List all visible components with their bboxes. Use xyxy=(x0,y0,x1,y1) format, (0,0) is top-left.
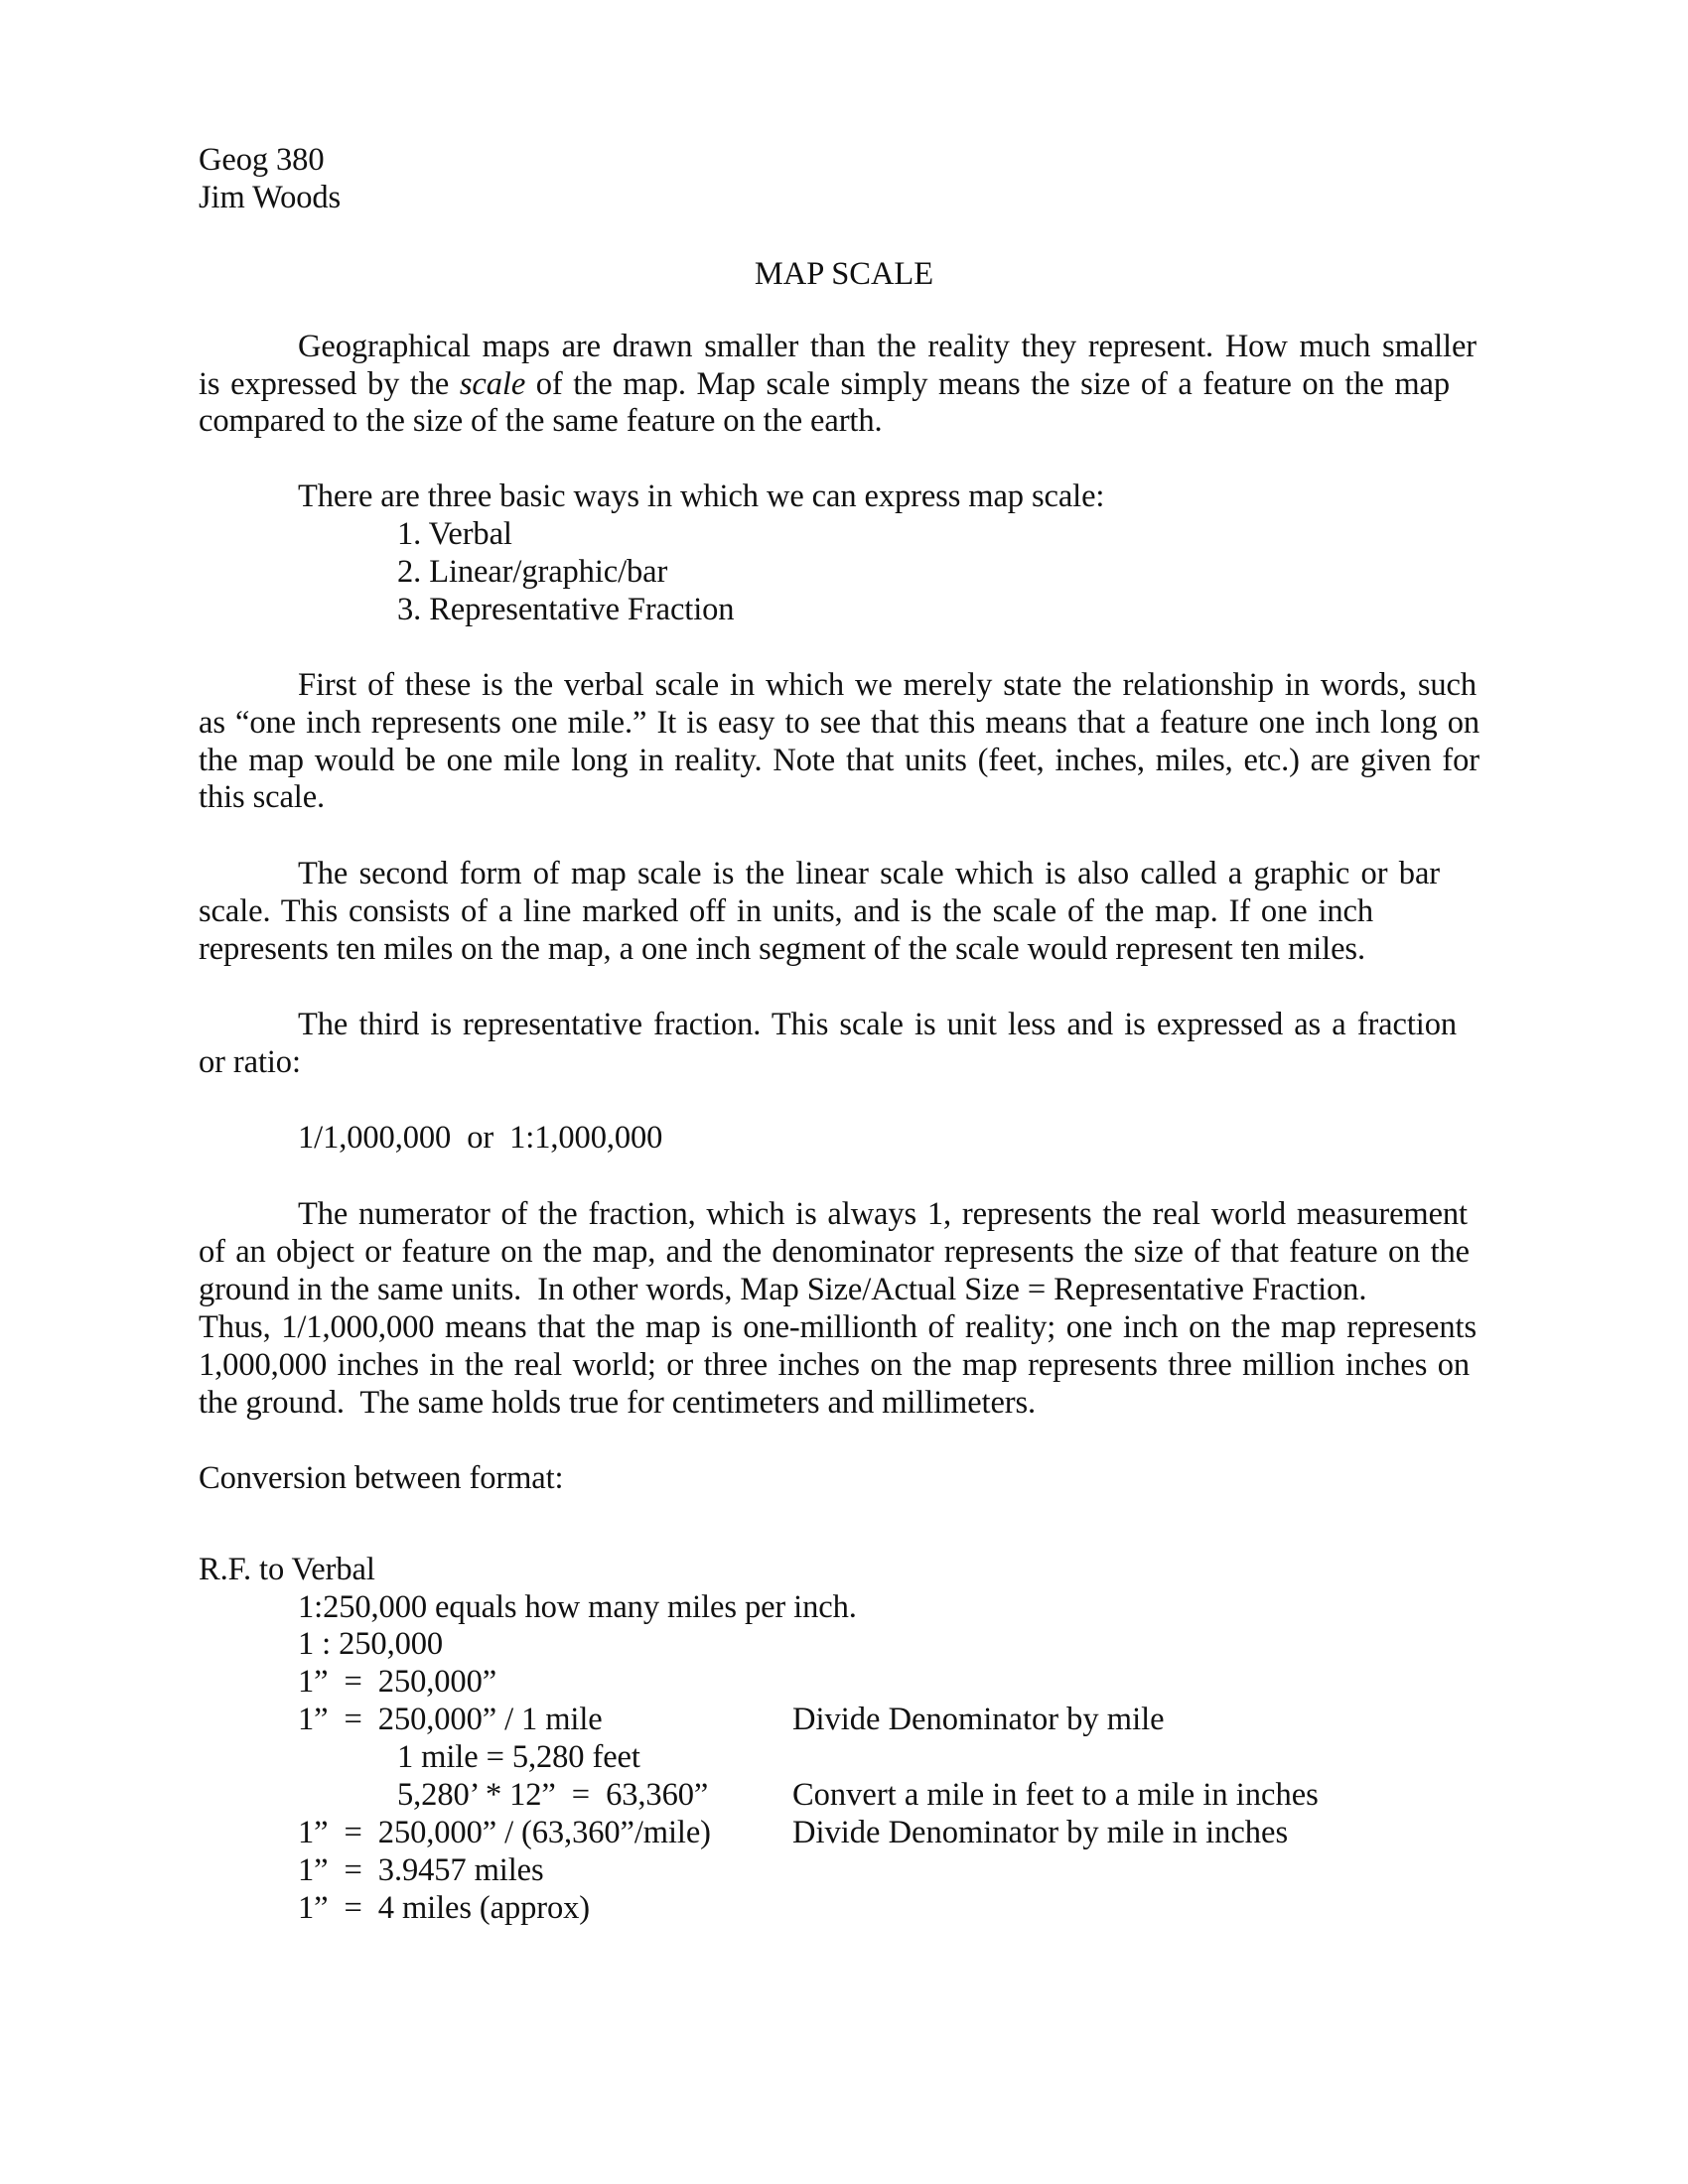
conversion-step: 1 : 250,000 xyxy=(298,1626,444,1662)
fraction-example: 1/1,000,000 or 1:1,000,000 xyxy=(298,1120,663,1156)
paragraph-line: as “one inch represents one mile.” It is easy to see that this means that a feature one inch long on xyxy=(199,705,1479,741)
list-item: 3. Representative Fraction xyxy=(397,592,735,627)
conversion-note: Divide Denominator by mile xyxy=(792,1702,1165,1737)
paragraph-line: First of these is the verbal scale in which we merely state the relationship in words, such xyxy=(298,667,1477,703)
paragraph-line: 1,000,000 inches in the real world; or three inches on the map represents three million inches on xyxy=(199,1347,1470,1383)
author-name: Jim Woods xyxy=(199,180,342,215)
paragraph-line: scale. This consists of a line marked off in units, and is the scale of the map. If one inch xyxy=(199,893,1373,929)
conversion-step: 1” = 250,000” xyxy=(298,1664,497,1700)
intro-line-2 xyxy=(199,365,1450,403)
scale-emphasis: scale xyxy=(459,366,526,402)
paragraph-line: Thus, 1/1,000,000 means that the map is one-millionth of reality; one inch on the map represents xyxy=(199,1309,1477,1345)
list-item: 2. Linear/graphic/bar xyxy=(397,554,668,590)
scale-types-lead: There are three basic ways in which we can express map scale: xyxy=(298,478,1105,514)
paragraph-line: The second form of map scale is the linear scale which is also called a graphic or bar xyxy=(298,856,1440,891)
intro-text: is expressed by the xyxy=(199,366,460,402)
conversion-subheading: R.F. to Verbal xyxy=(199,1552,375,1587)
conversion-step: 5,280’ * 12” = 63,360” xyxy=(397,1777,709,1813)
paragraph-line: the ground. The same holds true for centimeters and millimeters. xyxy=(199,1385,1037,1421)
paragraph-line: ground in the same units. In other words, Map Size/Actual Size = Representative Fraction. xyxy=(199,1272,1367,1307)
conversion-note: Divide Denominator by mile in inches xyxy=(792,1815,1289,1850)
paragraph-line: The third is representative fraction. This scale is unit less and is expressed as a fraction xyxy=(298,1007,1457,1042)
list-item: 1. Verbal xyxy=(397,516,512,552)
conversion-note: Convert a mile in feet to a mile in inches xyxy=(792,1777,1319,1813)
paragraph-line: this scale. xyxy=(199,779,326,815)
conversion-heading: Conversion between format: xyxy=(199,1460,564,1496)
conversion-step: 1” = 250,000” / (63,360”/mile) xyxy=(298,1815,711,1850)
course-label: Geog 380 xyxy=(199,142,325,178)
paragraph-line: The numerator of the fraction, which is always 1, represents the real world measurement xyxy=(298,1196,1468,1232)
conversion-step: 1 mile = 5,280 feet xyxy=(397,1739,640,1775)
intro-line-3: compared to the size of the same feature on the earth. xyxy=(199,403,883,439)
intro-line-1: Geographical maps are drawn smaller than the reality they represent. How much smaller xyxy=(298,329,1477,364)
conversion-result: 1” = 4 miles (approx) xyxy=(298,1890,591,1926)
paragraph-line: the map would be one mile long in reality. Note that units (feet, inches, miles, etc.) are given for xyxy=(199,743,1479,778)
paragraph-line: of an object or feature on the map, and the denominator represents the size of that feature on the xyxy=(199,1234,1470,1270)
intro-text: of the map. Map scale simply means the size of a feature on the map xyxy=(525,366,1450,402)
paragraph-line: represents ten miles on the map, a one inch segment of the scale would represent ten miles. xyxy=(199,931,1365,967)
paragraph-line: or ratio: xyxy=(199,1044,301,1080)
conversion-step: 1” = 250,000” / 1 mile xyxy=(298,1702,603,1737)
page-title: MAP SCALE xyxy=(754,256,934,292)
conversion-step: 1” = 3.9457 miles xyxy=(298,1852,544,1888)
conversion-step: 1:250,000 equals how many miles per inch. xyxy=(298,1589,857,1625)
